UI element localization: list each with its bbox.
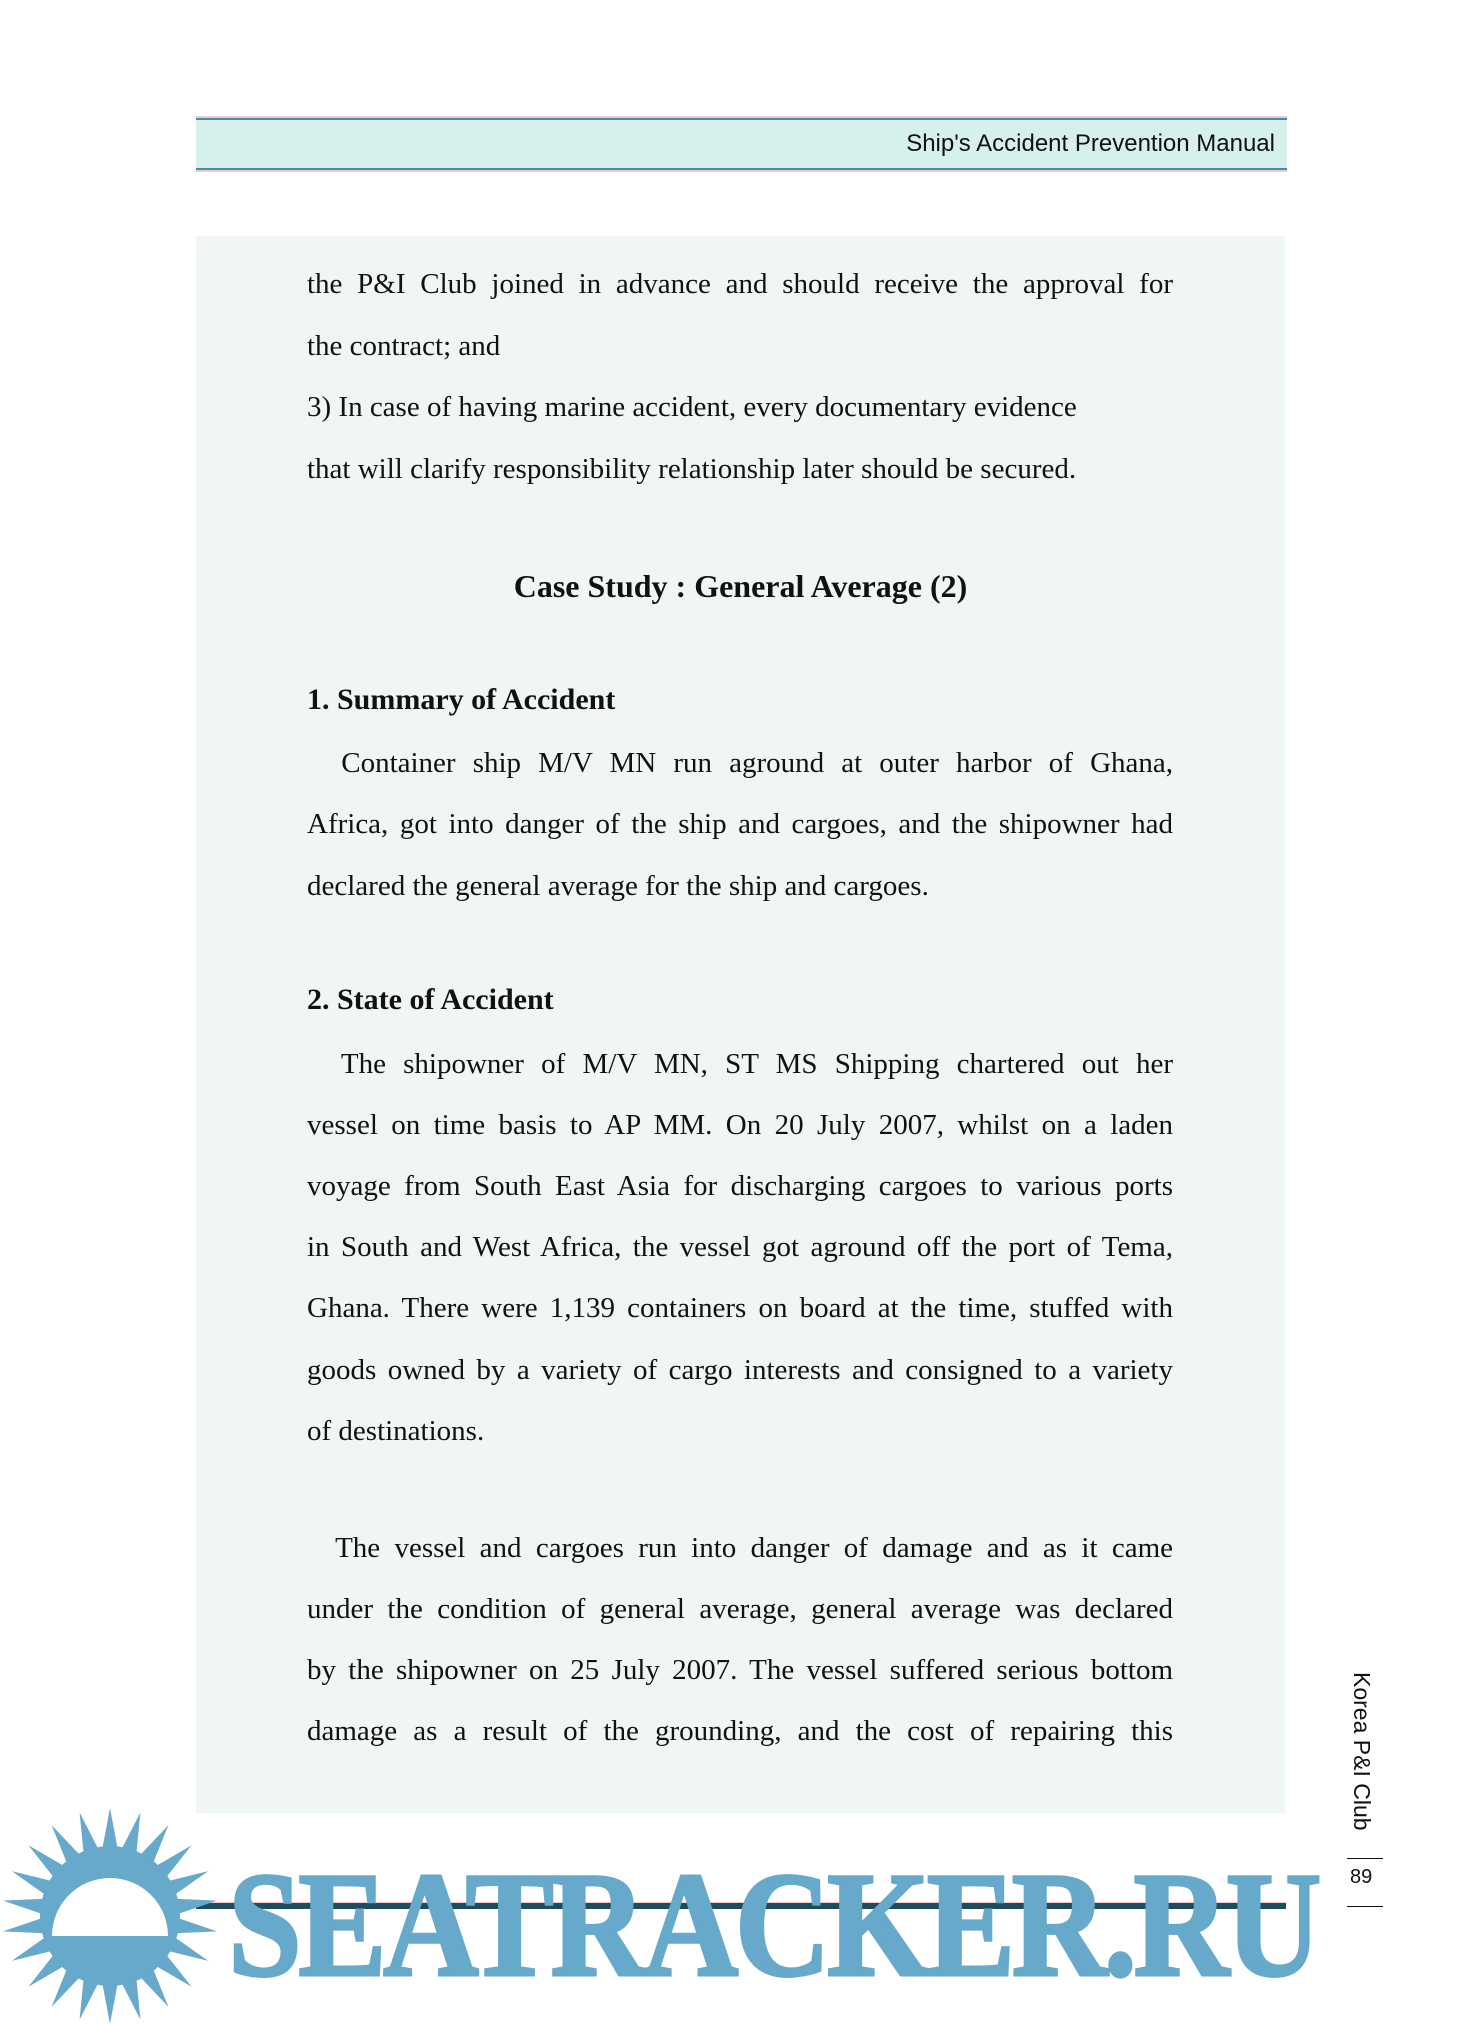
body-line: under the condition of general average, general average was declared (307, 1593, 1173, 1625)
publisher-label: Korea P&I Club (1349, 1672, 1375, 1831)
sun-logo-icon (0, 1808, 220, 2024)
section-heading: 2. State of Accident (307, 983, 554, 1016)
body-line: The vessel and cargoes run into danger of damage and as it came (307, 1532, 1173, 1564)
body-line: Africa, got into danger of the ship and cargoes, and the shipowner had (307, 808, 1173, 840)
manual-title: Ship's Accident Prevention Manual (906, 130, 1275, 157)
body-line: the P&I Club joined in advance and should receive the approval for (307, 268, 1173, 300)
body-line: goods owned by a variety of cargo interests and consigned to a variety (307, 1354, 1173, 1386)
body-line: damage as a result of the grounding, and the cost of repairing this (307, 1715, 1173, 1747)
body-line: The shipowner of M/V MN, ST MS Shipping chartered out her (307, 1048, 1173, 1080)
running-header (196, 118, 1287, 170)
body-line: Container ship M/V MN run aground at outer harbor of Ghana, (307, 747, 1173, 779)
body-line: voyage from South East Asia for discharging cargoes to various ports (307, 1170, 1173, 1202)
page-number: 89 (1350, 1866, 1373, 1888)
body-line: that will clarify responsibility relationship later should be secured. (307, 453, 1077, 485)
body-line: vessel on time basis to AP MM. On 20 July 2007, whilst on a laden (307, 1109, 1173, 1141)
body-line: Ghana. There were 1,139 containers on board at the time, stuffed with (307, 1292, 1173, 1324)
body-line: of destinations. (307, 1415, 485, 1447)
body-line: 3) In case of having marine accident, every documentary evidence (307, 391, 1077, 423)
divider (1347, 1906, 1383, 1907)
section-heading: 1. Summary of Accident (307, 683, 616, 716)
body-line: the contract; and (307, 330, 501, 362)
body-line: by the shipowner on 25 July 2007. The vessel suffered serious bottom (307, 1654, 1173, 1686)
watermark: SEATRACKER.RU (228, 1842, 1318, 2008)
body-line: declared the general average for the ship and cargoes. (307, 870, 929, 902)
divider (1347, 1858, 1383, 1859)
body-line: in South and West Africa, the vessel got aground off the port of Tema, (307, 1231, 1173, 1263)
case-study-title: Case Study : General Average (2) (513, 568, 968, 604)
